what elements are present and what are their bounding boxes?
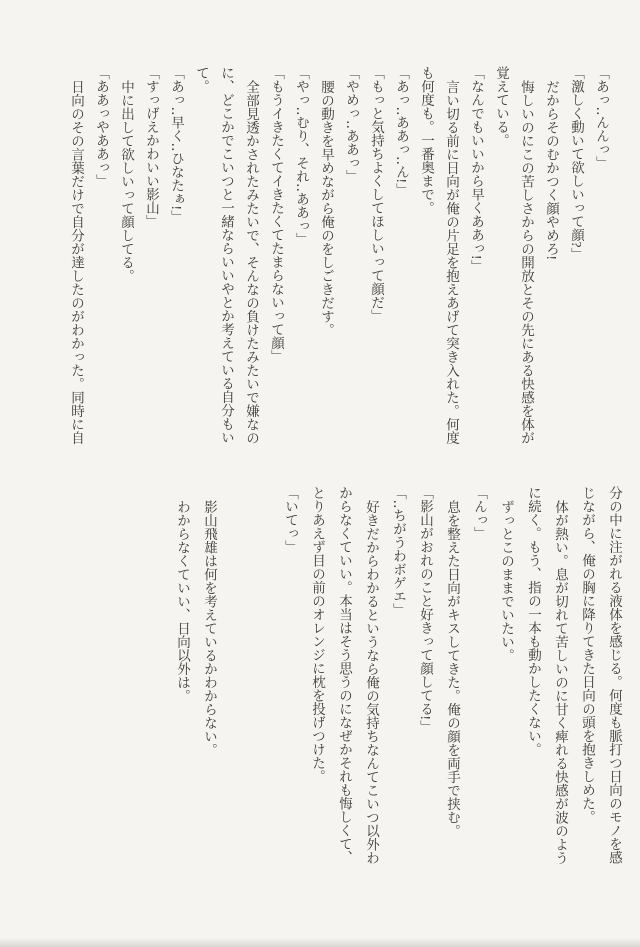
- text-line: 「あっ‥ああっ‥ん!」: [394, 66, 409, 197]
- text-line: 「‥ちがうわボゲエ」: [391, 486, 406, 617]
- text-line: 好きだからわかるというなら俺の気持ちなんてこいつ以外わ: [364, 499, 379, 864]
- text-line: 「んっ」: [472, 486, 487, 540]
- text-line: わからなくていい、日向以外は。: [175, 499, 190, 702]
- text-line: 「もっと気持ちよくしてほしいって顔だ」: [369, 66, 384, 323]
- text-line: とりあえず目の前のオレンジに枕を投げつけた。: [310, 486, 325, 783]
- text-line: 「ああっやああっ」: [94, 66, 109, 188]
- text-line: 「あっ‥早く‥ひなたぁ!」: [169, 66, 184, 224]
- text-line: 「影山がおれのこと好きって顔してる!」: [418, 486, 433, 734]
- text-line: 「すっげえかわいい影山」: [144, 66, 159, 228]
- text-line: も何度も。一番奥まで。: [419, 66, 434, 215]
- text-line: 全部見透かされたみたいで、そんなの負けたみたいで嫌なの: [244, 79, 259, 444]
- text-line: 悔しいのにこの苦しさからの開放とその先にある快感を体が: [519, 79, 534, 444]
- text-line: 「あっ‥んんっ」: [594, 66, 609, 170]
- text-block-bottom: [169, 486, 628, 890]
- text-line: 中に出して欲しいって顔してる。: [119, 79, 134, 282]
- text-line: 「なんでもいいから早くああっ!」: [469, 66, 484, 273]
- text-line: 日向のその言葉だけで自分が達したのがわかった。同時に自: [69, 79, 84, 444]
- text-line: 「やっ‥むり、それ‥ああっ」: [294, 66, 309, 247]
- text-line: 腰の動きを早めながら俺のをしごきだす。: [319, 79, 334, 336]
- text-line: 影山飛雄は何を考えているかわからない。: [202, 499, 217, 756]
- text-line: からなくていい。本当はそう思うのになぜかそれも悔しくて、: [337, 486, 352, 864]
- text-line: 分の中に注がれる液体を感じる。何度も脈打つ日向のモノを感: [607, 486, 622, 864]
- text-line: ずっとこのままでいたい。: [499, 499, 514, 662]
- text-line: に、どこかでこいつと一緒ならいいやとか考えている自分もい: [219, 66, 234, 444]
- blank-line: [223, 486, 250, 890]
- blank-line: [250, 486, 277, 890]
- text-line: 体が熱い。息が切れて苦しいのに甘く痺れる快感が波のよう: [553, 499, 568, 864]
- text-line: 「激しく動いて欲しいって顔?」: [569, 66, 584, 261]
- text-line: に続く。もう、指の一本も動かしたくない。: [526, 486, 541, 756]
- text-block-top: [64, 66, 614, 466]
- text-line: 覚えている。: [494, 66, 509, 147]
- text-line: じながら、俺の胸に降りてきた日向の頭を抱きしめた。: [580, 486, 595, 824]
- text-line: だからそのむかつく顔やめろ!: [544, 79, 559, 260]
- text-line: 息を整えた日向がキスしてきた。俺の顔を両手で挟む。: [445, 499, 460, 837]
- text-line: 言い切る前に日向が俺の片足を抱えあげて突き入れた。何度: [444, 79, 459, 444]
- text-line: 「いてっ」: [283, 486, 298, 554]
- text-line: 「もうイきたくてイきたくてたまらないって顔」: [269, 66, 284, 363]
- text-line: 「やめっ‥ああっ」: [344, 66, 359, 184]
- text-line: て。: [194, 66, 209, 93]
